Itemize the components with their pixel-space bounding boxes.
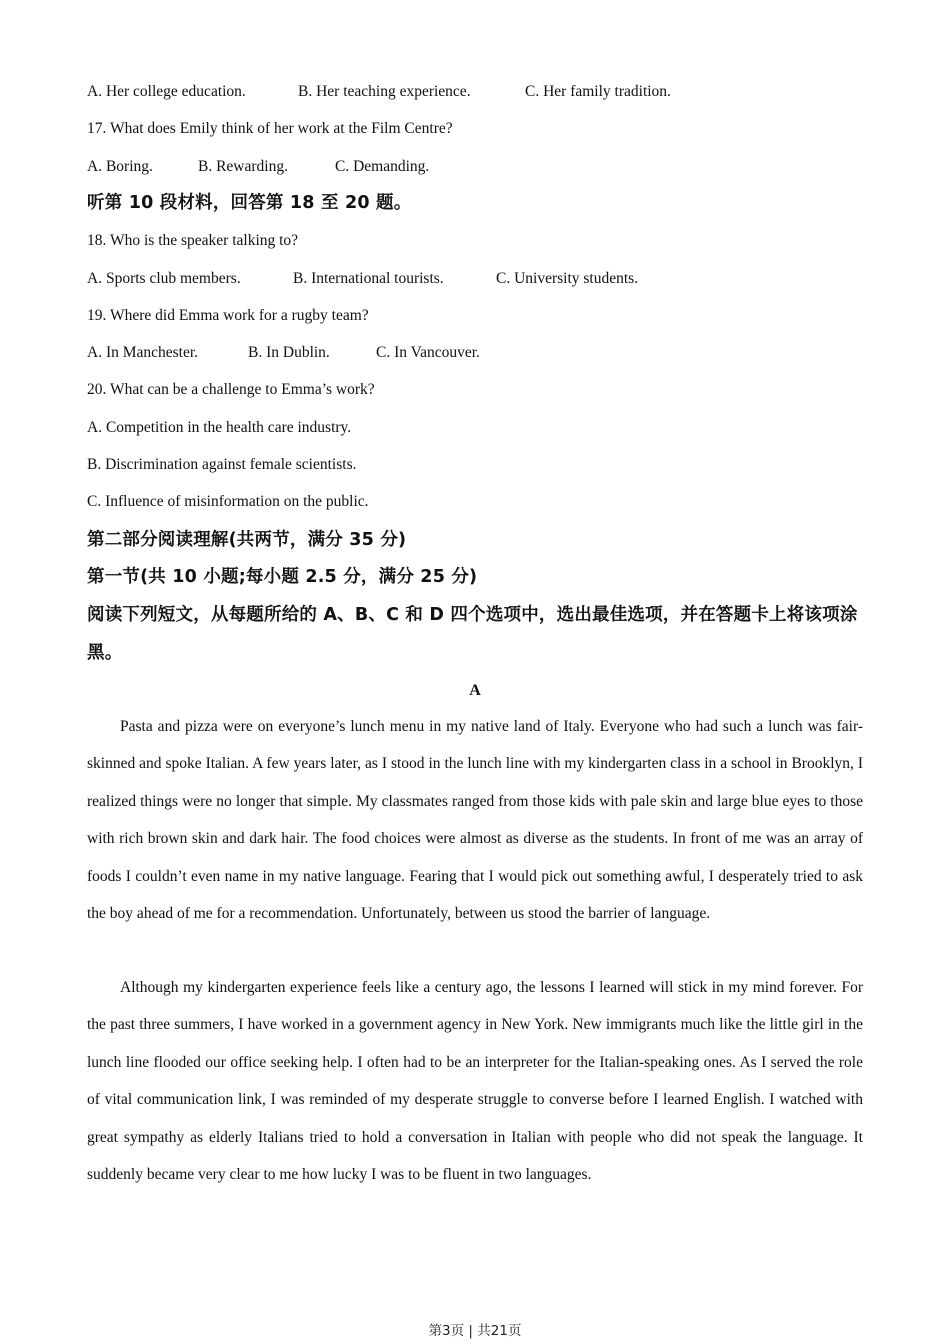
q17-option-b: B. Rewarding. bbox=[198, 158, 288, 175]
q19-option-c: C. In Vancouver. bbox=[376, 344, 480, 361]
q17-option-c: C. Demanding. bbox=[335, 158, 430, 175]
section1-heading: 第一节(共 10 小题;每小题 2.5 分，满分 25 分) bbox=[87, 567, 478, 587]
part2-heading: 第二部分阅读理解(共两节，满分 35 分) bbox=[87, 530, 407, 550]
passage-title: A bbox=[469, 682, 481, 699]
q16-option-b: B. Her teaching experience. bbox=[298, 83, 471, 100]
passage-paragraph-2: Although my kindergarten experience feels like a century ago, the lessons I learned will stick in my mind forever. For the past three summers, I have worked in a government agency in New York. New immigrants much like the little girl in the lunch line flooded our office seeking help. I often had to be an interpreter for the Italian-speaking ones. As I served the role of vital communication link, I was reminded of my desperate struggle to converse before I learned English. I watched with great sympathy as elderly Italians tried to hold a conversation in Italian with people who did not speak the language. It suddenly became very clear to me how lucky I was to be fluent in two languages. bbox=[87, 979, 863, 1184]
q17-option-a: A. Boring. bbox=[87, 158, 153, 175]
page-footer: 第3页 | 共21页 bbox=[428, 1323, 522, 1339]
q19-question: 19. Where did Emma work for a rugby team? bbox=[87, 307, 369, 324]
q18-option-b: B. International tourists. bbox=[293, 270, 444, 287]
q16-option-a: A. Her college education. bbox=[87, 83, 246, 100]
section10-heading: 听第 10 段材料，回答第 18 至 20 题。 bbox=[87, 193, 412, 213]
q18-option-a: A. Sports club members. bbox=[87, 270, 241, 287]
q20-option-a: A. Competition in the health care industry. bbox=[87, 419, 352, 436]
q20-option-b: B. Discrimination against female scientists. bbox=[87, 456, 357, 473]
reading-instructions: 阅读下列短文，从每题所给的 A、B、C 和 D 四个选项中，选出最佳选项，并在答题卡上将该项涂黑。 bbox=[87, 605, 858, 663]
q19-option-a: A. In Manchester. bbox=[87, 344, 199, 361]
q18-question: 18. Who is the speaker talking to? bbox=[87, 232, 299, 249]
passage-paragraph-1: Pasta and pizza were on everyone’s lunch menu in my native land of Italy. Everyone who had such a lunch was fair-skinned and spoke Italian. A few years later, as I stood in the lunch line with my kindergarten class in a school in Brooklyn, I realized things were no longer that simple. My classmates ranged from those kids with pale skin and large blue eyes to those with rich brown skin and dark hair. The food choices were almost as diverse as the students. In front of me was an array of foods I couldn’t even name in my native language. Fearing that I would pick out something awful, I desperately tried to ask the boy ahead of me for a recommendation. Unfortunately, between us stood the barrier of language. bbox=[87, 718, 863, 923]
q16-option-c: C. Her family tradition. bbox=[525, 83, 671, 100]
q17-question: 17. What does Emily think of her work at the Film Centre? bbox=[87, 120, 453, 137]
q19-option-b: B. In Dublin. bbox=[248, 344, 330, 361]
q20-question: 20. What can be a challenge to Emma’s work? bbox=[87, 381, 375, 398]
q18-option-c: C. University students. bbox=[496, 270, 639, 287]
q20-option-c: C. Influence of misinformation on the public. bbox=[87, 493, 369, 510]
